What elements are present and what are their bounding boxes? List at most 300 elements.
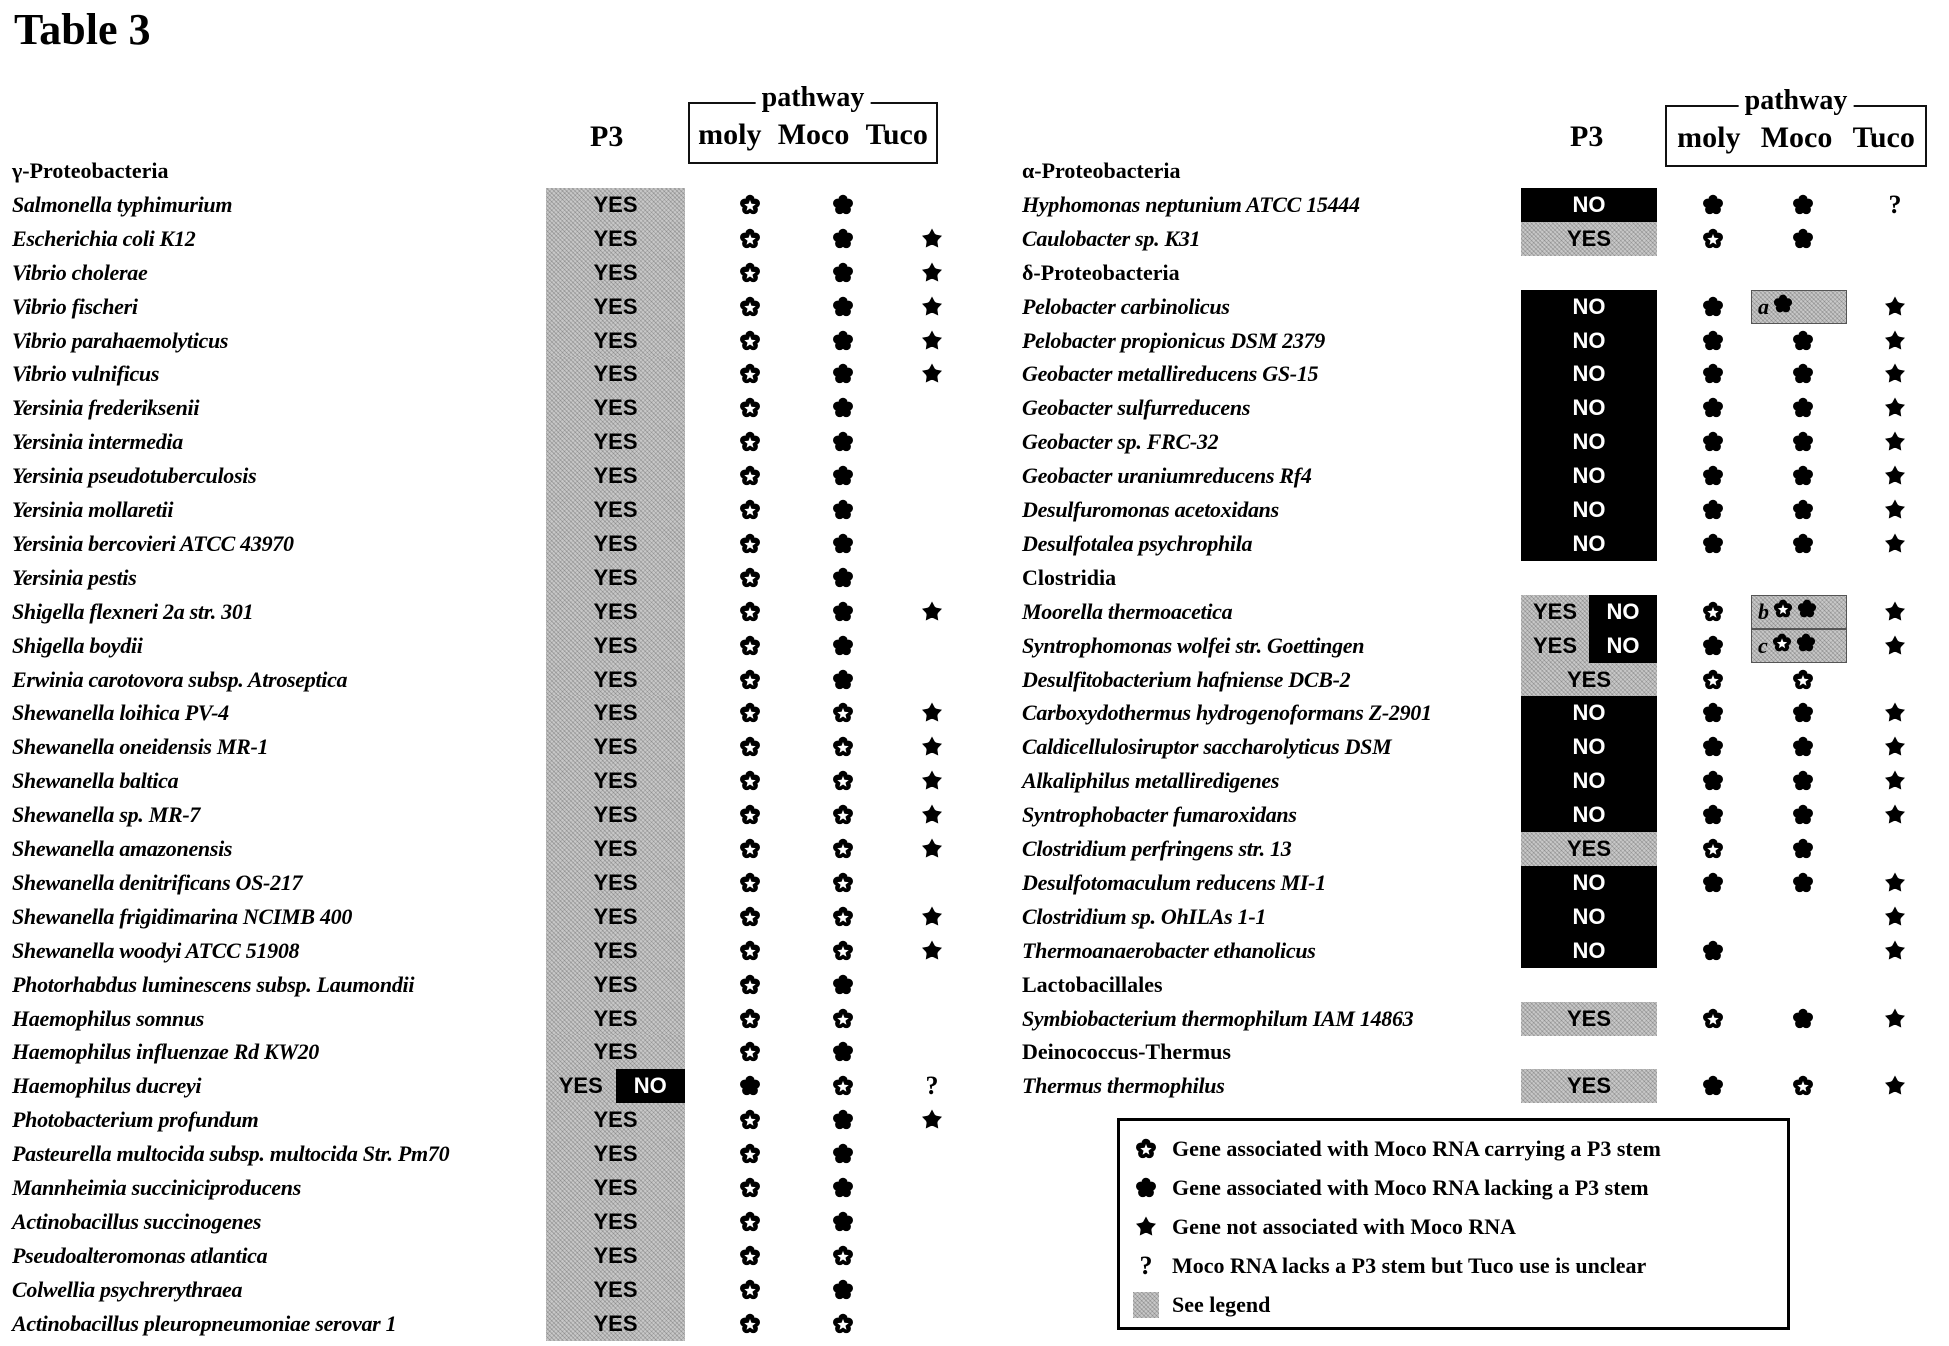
moly-filled-star-icon: [1698, 866, 1728, 900]
organism-name: Syntrophomonas wolfei str. Goettingen: [1022, 632, 1365, 658]
p3-cell: [546, 900, 685, 934]
organism-name: Alkaliphilus metalliredigenes: [1022, 768, 1280, 794]
organism-name: Mannheimia succiniciproducens: [12, 1175, 301, 1200]
p3-yes-badge: YES: [546, 1273, 685, 1307]
tuco-spiky-star-icon: [917, 290, 947, 324]
moly-open-star-icon: [1698, 1002, 1728, 1036]
tuco-spiky-star-icon: [1880, 629, 1910, 663]
p3-yes-badge: YES: [546, 561, 685, 595]
tuco-spiky-star-icon: [1880, 527, 1910, 561]
tuco-spiky-star-icon: [917, 256, 947, 290]
moco-filled-star-icon: [828, 1137, 858, 1171]
moly-open-star-icon: [735, 256, 765, 290]
moco-filled-star-icon: [828, 663, 858, 697]
tuco-spiky-star-icon: [917, 696, 947, 730]
organism-name: Shewanella baltica: [12, 768, 179, 794]
organism-name: Yersinia pestis: [12, 564, 137, 590]
tuco-spiky-star-icon: [1880, 934, 1910, 968]
moly-open-star-icon: [1698, 832, 1728, 866]
p3-yes-badge: YES: [546, 798, 685, 832]
organism-name: Photorhabdus luminescens subsp. Laumondii: [12, 971, 415, 997]
moly-filled-star-icon: [1698, 290, 1728, 324]
p3-yes-badge: YES: [546, 900, 685, 934]
organism-name: Geobacter sp. FRC-32: [1022, 429, 1219, 455]
moco-filled-star-icon: [828, 1035, 858, 1069]
moco-open-star-icon: [828, 832, 858, 866]
p3-cell: [1521, 730, 1657, 764]
p3-yes-badge: YES: [1521, 595, 1589, 629]
moco-filled-star-icon: [828, 324, 858, 358]
tuco-spiky-star-icon: [917, 222, 947, 256]
moly-filled-star-icon: [1698, 629, 1728, 663]
moly-open-star-icon: [735, 459, 765, 493]
p3-no-badge: NO: [1589, 629, 1657, 663]
p3-yes-badge: YES: [546, 696, 685, 730]
footnote-letter: c: [1758, 632, 1768, 658]
tuco-spiky-star-icon: [917, 1103, 947, 1137]
right-moco-header: Moco: [1760, 121, 1833, 154]
left-moco-header: Moco: [777, 118, 850, 151]
organism-name: Yersinia bercovieri ATCC 43970: [12, 530, 294, 556]
p3-cell: [1521, 866, 1657, 900]
p3-yes-badge: YES: [546, 1239, 685, 1273]
moco-open-star-icon: [828, 1002, 858, 1036]
moly-open-star-icon: [735, 1171, 765, 1205]
organism-name: Caulobacter sp. K31: [1022, 225, 1201, 251]
moco-filled-star-icon: [1788, 324, 1818, 358]
right-pathway-box: [1665, 85, 1927, 167]
moly-open-star-icon: [1698, 663, 1728, 697]
p3-cell: [546, 1273, 685, 1307]
moly-open-star-icon: [735, 188, 765, 222]
group-heading: Clostridia: [1022, 564, 1117, 590]
moly-filled-star-icon: [1698, 934, 1728, 968]
p3-yes-badge: YES: [546, 1307, 685, 1341]
tuco-spiky-star-icon: [1880, 391, 1910, 425]
tuco-spiky-star-icon: [917, 832, 947, 866]
p3-cell: [1521, 798, 1657, 832]
moly-filled-star-icon: [1698, 527, 1728, 561]
p3-no-badge: NO: [1521, 188, 1657, 222]
p3-yes-badge: YES: [546, 663, 685, 697]
left-pathway-box: [688, 82, 938, 164]
p3-yes-badge: YES: [1521, 663, 1657, 697]
p3-cell: [546, 696, 685, 730]
organism-name: Geobacter sulfurreducens: [1022, 395, 1251, 421]
p3-cell: [546, 357, 685, 391]
moco-filled-star-icon: [1788, 798, 1818, 832]
legend-label: Gene associated with Moco RNA lacking a P3 stem: [1172, 1174, 1649, 1200]
organism-name: Desulfuromonas acetoxidans: [1022, 497, 1279, 522]
moly-open-star-icon: [735, 1273, 765, 1307]
organism-name: Desulfotalea psychrophila: [1022, 530, 1253, 556]
moly-open-star-icon: [1698, 595, 1728, 629]
moco-filled-star-icon: [1788, 764, 1818, 798]
organism-name: Moorella thermoacetica: [1022, 598, 1233, 624]
moly-filled-star-icon: [1698, 798, 1728, 832]
p3-cell: [546, 934, 685, 968]
left-p3-header: P3: [590, 120, 624, 153]
moco-filled-star-icon: [1788, 222, 1818, 256]
p3-no-badge: NO: [1521, 425, 1657, 459]
filled-star-icon: [1797, 599, 1817, 624]
moly-open-star-icon: [735, 561, 765, 595]
moco-open-star-icon: [828, 934, 858, 968]
p3-yes-badge: YES: [546, 256, 685, 290]
p3-cell: [546, 222, 685, 256]
moco-filled-star-icon: [828, 222, 858, 256]
moco-note-cell: [1751, 629, 1847, 663]
p3-cell: [1521, 696, 1657, 730]
moco-filled-star-icon: [828, 290, 858, 324]
left-moly-header: moly: [698, 118, 762, 151]
moco-filled-star-icon: [828, 629, 858, 663]
moco-filled-star-icon: [1788, 425, 1818, 459]
moco-filled-star-icon: [1788, 696, 1818, 730]
p3-cell: [546, 425, 685, 459]
moly-filled-star-icon: [1698, 696, 1728, 730]
p3-cell: [1521, 1069, 1657, 1103]
moly-filled-star-icon: [1698, 493, 1728, 527]
moco-filled-star-icon: [1788, 493, 1818, 527]
legend-box: [1117, 1118, 1790, 1330]
tuco-spiky-star-icon: [917, 798, 947, 832]
p3-no-badge: NO: [1589, 595, 1657, 629]
filled-star-icon: [1773, 294, 1793, 319]
p3-no-badge: NO: [1521, 934, 1657, 968]
p3-cell: [546, 1171, 685, 1205]
moco-filled-star-icon: [828, 1103, 858, 1137]
group-heading: γ-Proteobacteria: [12, 158, 169, 183]
p3-no-badge: NO: [1521, 798, 1657, 832]
p3-yes-badge: YES: [546, 527, 685, 561]
legend-label: See legend: [1172, 1291, 1271, 1317]
p3-cell: [546, 1205, 685, 1239]
p3-cell: [1521, 357, 1657, 391]
moco-filled-star-icon: [828, 188, 858, 222]
tuco-spiky-star-icon: [917, 324, 947, 358]
group-heading: α-Proteobacteria: [1022, 158, 1181, 183]
p3-yes-badge: YES: [546, 730, 685, 764]
organism-name: Carboxydothermus hydrogenoformans Z-2901: [1022, 700, 1432, 726]
tuco-spiky-star-icon: [1880, 730, 1910, 764]
p3-no-badge: NO: [1521, 764, 1657, 798]
p3-cell: [546, 290, 685, 324]
p3-yes-badge: YES: [1521, 629, 1589, 663]
p3-cell: [1521, 832, 1657, 866]
tuco-spiky-star-icon: [1880, 425, 1910, 459]
open-star-icon: [1773, 599, 1793, 624]
tuco-spiky-star-icon: [1880, 1002, 1910, 1036]
moco-filled-star-icon: [828, 1273, 858, 1307]
organism-name: Geobacter uraniumreducens Rf4: [1022, 463, 1312, 489]
p3-cell: [1521, 324, 1657, 358]
organism-name: Hyphomonas neptunium ATCC 15444: [1022, 191, 1360, 217]
p3-no-badge: NO: [616, 1069, 686, 1103]
organism-name: Vibrio parahaemolyticus: [12, 327, 229, 353]
moly-filled-star-icon: [1698, 459, 1728, 493]
p3-yes-badge: YES: [1521, 1002, 1657, 1036]
moco-open-star-icon: [828, 1239, 858, 1273]
p3-cell: [546, 764, 685, 798]
moco-open-star-icon: [1788, 1069, 1818, 1103]
organism-name: Desulfotomaculum reducens MI-1: [1022, 869, 1326, 895]
moly-open-star-icon: [735, 1002, 765, 1036]
organism-name: Vibrio fischeri: [12, 293, 138, 319]
footnote-letter: a: [1758, 293, 1769, 319]
moco-open-star-icon: [828, 696, 858, 730]
moco-filled-star-icon: [828, 561, 858, 595]
p3-cell: [1521, 934, 1657, 968]
organism-name: Thermus thermophilus: [1022, 1073, 1225, 1099]
organism-name: Haemophilus influenzae Rd KW20: [12, 1039, 320, 1065]
p3-yes-badge: YES: [546, 832, 685, 866]
organism-name: Shewanella oneidensis MR-1: [12, 734, 269, 760]
moly-open-star-icon: [735, 934, 765, 968]
tuco-spiky-star-icon: [1880, 900, 1910, 934]
organism-name: Syntrophobacter fumaroxidans: [1022, 802, 1297, 828]
p3-yes-badge: YES: [546, 391, 685, 425]
moly-open-star-icon: [735, 696, 765, 730]
p3-no-badge: NO: [1521, 324, 1657, 358]
legend-label: Moco RNA lacks a P3 stem but Tuco use is unclear: [1172, 1252, 1647, 1278]
group-heading: Deinococcus-Thermus: [1022, 1039, 1231, 1065]
tuco-spiky-star-icon: [1880, 290, 1910, 324]
organism-name: Photobacterium profundum: [12, 1107, 259, 1133]
p3-no-badge: NO: [1521, 696, 1657, 730]
p3-cell: [1521, 290, 1657, 324]
p3-yes-badge: YES: [546, 425, 685, 459]
p3-cell: [546, 730, 685, 764]
tuco-spiky-star-icon: [917, 730, 947, 764]
moco-filled-star-icon: [828, 968, 858, 1002]
moly-open-star-icon: [735, 324, 765, 358]
footnote-letter: b: [1758, 598, 1769, 624]
organism-name: Actinobacillus succinogenes: [12, 1208, 262, 1234]
moly-open-star-icon: [735, 866, 765, 900]
moly-open-star-icon: [735, 1205, 765, 1239]
p3-cell: [546, 459, 685, 493]
p3-yes-badge: YES: [546, 1035, 685, 1069]
moco-filled-star-icon: [828, 1205, 858, 1239]
left-tuco-header: Tuco: [865, 118, 928, 151]
organism-name: Yersinia mollaretii: [12, 497, 174, 522]
p3-yes-badge: YES: [1521, 222, 1657, 256]
moly-open-star-icon: [735, 968, 765, 1002]
moco-filled-star-icon: [1788, 188, 1818, 222]
organism-name: Pseudoalteromonas atlantica: [12, 1242, 268, 1268]
tuco-spiky-star-icon: [1880, 357, 1910, 391]
tuco-spiky-star-icon: [917, 357, 947, 391]
p3-yes-badge: YES: [546, 222, 685, 256]
p3-no-badge: NO: [1521, 290, 1657, 324]
moco-open-star-icon: [828, 900, 858, 934]
p3-cell: [1521, 629, 1657, 663]
p3-cell: [546, 1239, 685, 1273]
legend-label: Gene associated with Moco RNA carrying a P3 stem: [1172, 1135, 1661, 1161]
moco-filled-star-icon: [828, 357, 858, 391]
p3-cell: [1521, 425, 1657, 459]
p3-no-badge: NO: [1521, 866, 1657, 900]
p3-yes-badge: YES: [546, 934, 685, 968]
p3-cell: [546, 188, 685, 222]
organism-name: Clostridium perfringens str. 13: [1022, 836, 1292, 861]
moco-open-star-icon: [828, 798, 858, 832]
organism-name: Shewanella woodyi ATCC 51908: [12, 937, 300, 963]
moco-filled-star-icon: [828, 1171, 858, 1205]
moco-note-cell: [1751, 595, 1847, 629]
organism-name: Actinobacillus pleuropneumoniae serovar 1: [12, 1310, 397, 1336]
p3-cell: [1521, 595, 1657, 629]
p3-cell: [1521, 527, 1657, 561]
organism-name: Escherichia coli K12: [12, 225, 196, 251]
tuco-question-mark-icon: ?: [1888, 189, 1902, 219]
moco-open-star-icon: [828, 1069, 858, 1103]
tuco-spiky-star-icon: [917, 764, 947, 798]
moly-open-star-icon: [735, 527, 765, 561]
moco-filled-star-icon: [828, 391, 858, 425]
organism-name: Shewanella sp. MR-7: [12, 802, 201, 828]
p3-yes-badge: YES: [546, 459, 685, 493]
moly-filled-star-icon: [735, 1069, 765, 1103]
organism-name: Shewanella amazonensis: [12, 836, 233, 861]
p3-yes-badge: YES: [546, 764, 685, 798]
moco-filled-star-icon: [1788, 459, 1818, 493]
p3-cell: [546, 1035, 685, 1069]
moly-open-star-icon: [735, 730, 765, 764]
p3-cell: [546, 324, 685, 358]
open-star-icon: [1132, 1138, 1160, 1160]
p3-cell: [1521, 764, 1657, 798]
tuco-spiky-star-icon: [1880, 764, 1910, 798]
moly-filled-star-icon: [1698, 391, 1728, 425]
p3-yes-badge: YES: [546, 1069, 616, 1103]
p3-yes-badge: YES: [1521, 1069, 1657, 1103]
p3-yes-badge: YES: [546, 629, 685, 663]
organism-name: Geobacter metallireducens GS-15: [1022, 361, 1319, 387]
right-moly-header: moly: [1677, 121, 1741, 154]
p3-yes-badge: YES: [546, 866, 685, 900]
group-heading: δ-Proteobacteria: [1022, 259, 1180, 285]
moly-filled-star-icon: [1698, 764, 1728, 798]
p3-cell: [546, 595, 685, 629]
moly-open-star-icon: [735, 764, 765, 798]
moly-open-star-icon: [735, 222, 765, 256]
moly-open-star-icon: [735, 629, 765, 663]
tuco-spiky-star-icon: [1880, 798, 1910, 832]
moco-open-star-icon: [828, 764, 858, 798]
moly-filled-star-icon: [1698, 357, 1728, 391]
p3-cell: [1521, 391, 1657, 425]
moly-open-star-icon: [735, 290, 765, 324]
p3-cell: [546, 1002, 685, 1036]
organism-name: Pelobacter propionicus DSM 2379: [1022, 327, 1325, 353]
tuco-spiky-star-icon: [917, 934, 947, 968]
legend-label: Gene not associated with Moco RNA: [1172, 1213, 1517, 1239]
p3-yes-badge: YES: [546, 1002, 685, 1036]
tuco-spiky-star-icon: [1880, 459, 1910, 493]
group-heading: Lactobacillales: [1022, 971, 1163, 997]
organism-name: Yersinia pseudotuberculosis: [12, 463, 257, 489]
right-tuco-header: Tuco: [1852, 121, 1915, 154]
p3-yes-badge: YES: [546, 1103, 685, 1137]
p3-cell: [546, 493, 685, 527]
moly-open-star-icon: [735, 663, 765, 697]
tuco-spiky-star-icon: [1880, 866, 1910, 900]
p3-no-badge: NO: [1521, 459, 1657, 493]
p3-yes-badge: YES: [1521, 832, 1657, 866]
organism-name: Yersinia intermedia: [12, 429, 183, 455]
moco-filled-star-icon: [828, 527, 858, 561]
p3-no-badge: NO: [1521, 900, 1657, 934]
p3-no-badge: NO: [1521, 357, 1657, 391]
p3-cell: [546, 1069, 685, 1103]
p3-cell: [546, 527, 685, 561]
moly-open-star-icon: [735, 357, 765, 391]
tuco-spiky-star-icon: [1880, 1069, 1910, 1103]
moly-filled-star-icon: [1698, 1069, 1728, 1103]
organism-name: Colwellia psychrerythraea: [12, 1276, 243, 1302]
p3-cell: [1521, 493, 1657, 527]
moly-filled-star-icon: [1698, 425, 1728, 459]
moly-open-star-icon: [1698, 222, 1728, 256]
moly-open-star-icon: [735, 493, 765, 527]
question-mark-icon: ?: [1139, 1250, 1153, 1280]
p3-cell: [546, 866, 685, 900]
p3-cell: [546, 663, 685, 697]
organism-name: Vibrio cholerae: [12, 259, 148, 285]
organism-name: Pasteurella multocida subsp. multocida Str. Pm70: [12, 1141, 450, 1167]
moco-open-star-icon: [828, 866, 858, 900]
moco-note-cell: [1751, 290, 1847, 324]
organism-name: Desulfitobacterium hafniense DCB-2: [1022, 666, 1351, 692]
right-pathway-label: pathway: [1739, 87, 1854, 115]
moco-filled-star-icon: [1788, 357, 1818, 391]
p3-cell: [546, 391, 685, 425]
p3-cell: [1521, 1002, 1657, 1036]
moly-open-star-icon: [735, 1035, 765, 1069]
organism-name: Shigella flexneri 2a str. 301: [12, 598, 254, 624]
moly-open-star-icon: [735, 798, 765, 832]
p3-cell: [546, 1137, 685, 1171]
moly-open-star-icon: [735, 1239, 765, 1273]
p3-cell: [546, 968, 685, 1002]
organism-name: Shewanella denitrificans OS-217: [12, 869, 303, 895]
organism-name: Shewanella loihica PV-4: [12, 700, 229, 726]
p3-yes-badge: YES: [546, 1205, 685, 1239]
moco-open-star-icon: [828, 1307, 858, 1341]
p3-cell: [1521, 222, 1657, 256]
moly-open-star-icon: [735, 1103, 765, 1137]
organism-name: Symbiobacterium thermophilum IAM 14863: [1022, 1005, 1414, 1031]
legend-item-spiky-star: [1132, 1207, 1516, 1246]
p3-cell: [546, 798, 685, 832]
organism-name: Shigella boydii: [12, 632, 143, 658]
p3-yes-badge: YES: [546, 493, 685, 527]
p3-cell: [1521, 459, 1657, 493]
p3-yes-badge: YES: [546, 968, 685, 1002]
moco-filled-star-icon: [828, 425, 858, 459]
organism-name: Vibrio vulnificus: [12, 361, 160, 387]
moly-open-star-icon: [735, 1307, 765, 1341]
organism-name: Clostridium sp. OhILAs 1-1: [1022, 903, 1267, 929]
p3-yes-badge: YES: [546, 1137, 685, 1171]
organism-name: Caldicellulosiruptor saccharolyticus DSM: [1022, 734, 1392, 760]
tuco-question-mark-icon: ?: [925, 1071, 939, 1101]
p3-no-badge: NO: [1521, 527, 1657, 561]
spiky-star-icon: [1132, 1216, 1160, 1238]
moly-open-star-icon: [735, 425, 765, 459]
